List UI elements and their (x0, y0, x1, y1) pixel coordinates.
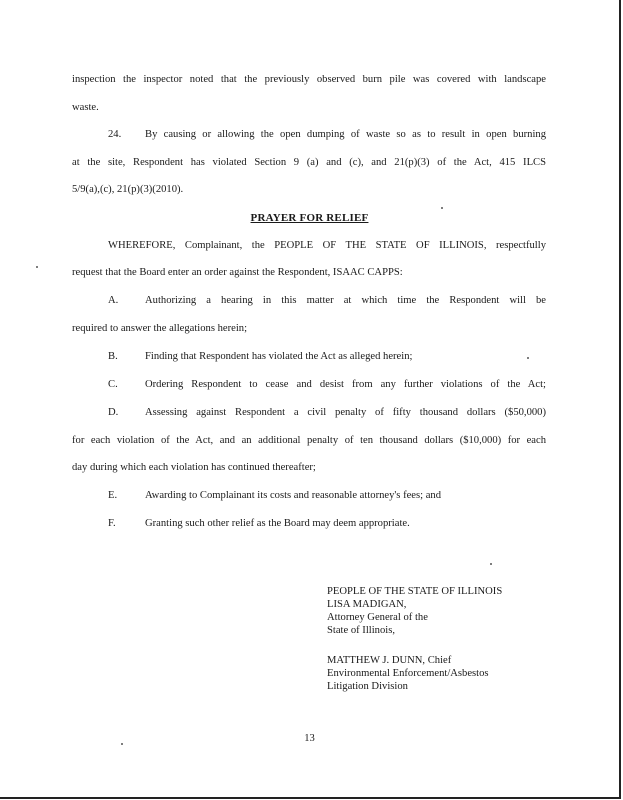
prayer-intro-line-2: request that the Board enter an order against the Respondent, ISAAC CAPPS: (72, 267, 403, 278)
item-d-line-3: day during which each violation has continued thereafter; (72, 462, 316, 473)
item-c-letter: C. (108, 379, 118, 390)
paragraph-24-line-2: at the site, Respondent has violated Section 9 (a) and (c), and 21(p)(3) of the Act, 415 ILCS (72, 157, 546, 168)
signature-title-2: State of Illinois, (327, 625, 395, 636)
signature-title-1: Attorney General of the (327, 612, 428, 623)
paragraph-24-number: 24. (108, 129, 122, 140)
item-a-letter: A. (108, 295, 119, 306)
scan-speck (490, 563, 492, 565)
prayer-for-relief-heading: PRAYER FOR RELIEF (250, 212, 369, 224)
scan-speck (121, 743, 123, 745)
item-d-letter: D. (108, 407, 119, 418)
paragraph-24-line-1: By causing or allowing the open dumping of waste so as to result in open burning (145, 129, 546, 140)
item-b-line-1: Finding that Respondent has violated the Act as alleged herein; (145, 351, 413, 362)
item-d-line-2: for each violation of the Act, and an additional penalty of ten thousand dollars ($10,000) for each (72, 435, 546, 446)
scan-speck (527, 357, 529, 359)
item-f-letter: F. (108, 518, 116, 529)
signature-party: PEOPLE OF THE STATE OF ILLINOIS (327, 586, 503, 597)
signature-division-1: Environmental Enforcement/Asbestos (327, 668, 489, 679)
item-b-letter: B. (108, 351, 118, 362)
signature-division-2: Litigation Division (327, 681, 408, 692)
paragraph-23-line-2: waste. (72, 102, 99, 113)
scan-speck (441, 207, 443, 209)
item-f-line-1: Granting such other relief as the Board may deem appropriate. (145, 518, 410, 529)
page-number: 13 (304, 733, 315, 744)
item-d-line-1: Assessing against Respondent a civil penalty of fifty thousand dollars ($50,000) (145, 407, 546, 418)
paragraph-23-line-1: inspection the inspector noted that the previously observed burn pile was covered with landscape (72, 74, 546, 85)
item-a-line-2: required to answer the allegations herein; (72, 323, 248, 334)
item-a-line-1: Authorizing a hearing in this matter at which time the Respondent will be (145, 295, 546, 306)
prayer-intro-line-1: WHEREFORE, Complainant, the PEOPLE OF THE STATE OF ILLINOIS, respectfully (108, 240, 546, 251)
paragraph-24-line-3: 5/9(a),(c), 21(p)(3)(2010). (72, 184, 184, 195)
item-e-letter: E. (108, 490, 118, 501)
item-e-line-1: Awarding to Complainant its costs and reasonable attorney's fees; and (145, 490, 442, 501)
scan-speck (36, 266, 38, 268)
item-c-line-1: Ordering Respondent to cease and desist from any further violations of the Act; (145, 379, 546, 390)
signature-name: LISA MADIGAN, (327, 599, 407, 610)
signature-chief-name: MATTHEW J. DUNN, Chief (327, 655, 452, 666)
